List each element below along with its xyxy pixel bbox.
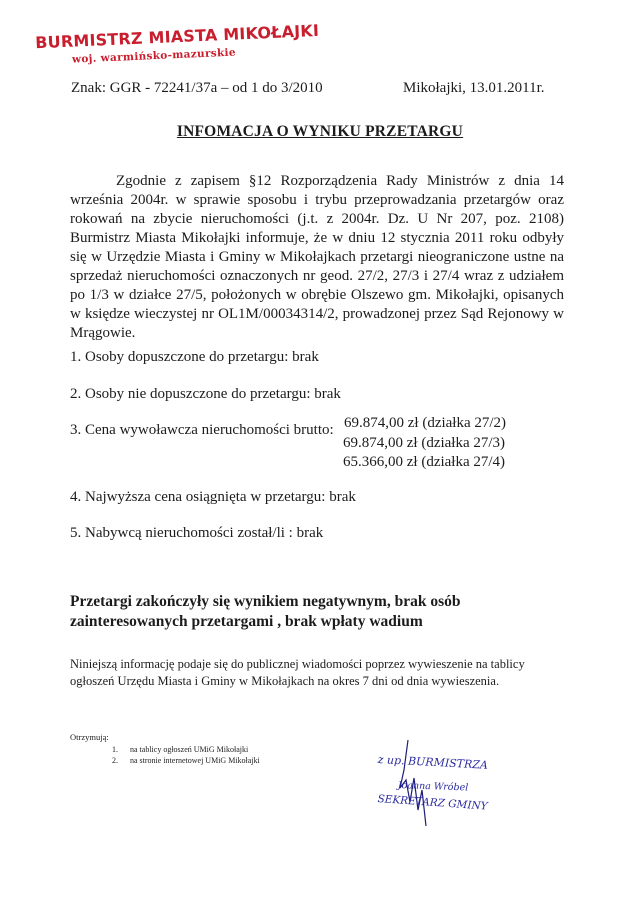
stamp-region: woj. warmińsko-mazurskie <box>71 46 237 66</box>
recipients-heading: Otrzymują: <box>70 732 109 742</box>
recipient-text: na stronie internetowej UMiG Mikołajki <box>130 756 260 765</box>
item-starting-price-label: 3. Cena wywoławcza nieruchomości brutto: <box>70 422 334 438</box>
signature-role: SEKRETARZ GMINY <box>377 793 488 813</box>
price-plot-27-3: 69.874,00 zł (działka 27/3) <box>343 435 506 451</box>
conclusion-line-2: zainteresowanych przetargami , brak wpłaty wadium <box>70 613 423 630</box>
recipient-number: 2. <box>112 756 118 765</box>
item-admitted: 1. Osoby dopuszczone do przetargu: brak <box>70 349 319 365</box>
document-place-date: Mikołajki, 13.01.2011r. <box>403 80 545 96</box>
recipient-item <box>112 745 260 754</box>
conclusion-note <box>70 592 460 632</box>
stamp-title: BURMISTRZ MIASTA MIKOŁAJKI <box>34 20 320 53</box>
price-plot-27-2: 69.874,00 zł (działka 27/2) <box>344 415 507 431</box>
recipient-item <box>112 756 260 765</box>
office-stamp <box>18 5 320 74</box>
document-reference: Znak: GGR - 72241/37a – od 1 do 3/2010 <box>71 80 323 96</box>
body-text: Zgodnie z zapisem §12 Rozporządzenia Rady Ministrów z dnia 14 września 2004r. w sprawie sposobu i trybu przeprowadzania przetargów oraz rokowań na zbycie nieruchomości (j.t. z 2004r. Dz. U Nr 207, poz. 2108) Burmistrz Miasta Mikołajki informuje, że w dniu 12 stycznia 2011 roku odbyły się w Urzędzie Miasta i Gminy w Mikołajkach przetargi nieograniczone ustne na sprzedaż nieruchomości oznaczonych nr geod. 27/2, 27/3 i 27/4 wraz z udziałem po 1/3 w działce 27/5, położonych w obrębie Olszewo gm. Mikołajki, opisanych w księdze wieczystej nr OL1M/00034314/2, prowadzonej przez Sąd Rejonowy w Mrągowie. <box>70 173 564 341</box>
signature-stamp <box>370 740 510 830</box>
item-buyer: 5. Nabywcą nieruchomości został/li : brak <box>70 525 324 541</box>
price-plot-27-4: 65.366,00 zł (działka 27/4) <box>343 454 506 470</box>
recipients-block <box>70 732 260 765</box>
signature-authority: z up. BURMISTRZA <box>377 753 489 772</box>
recipients-list <box>112 745 260 765</box>
body-paragraph <box>70 172 564 343</box>
item-not-admitted: 2. Osoby nie dopuszczone do przetargu: brak <box>70 386 341 402</box>
signature-name: Joanna Wróbel <box>397 780 469 794</box>
conclusion-line-1: Przetargi zakończyły się wynikiem negatywnym, brak osób <box>70 593 461 610</box>
publication-note: Niniejszą informację podaje się do publicznej wiadomości poprzez wywieszenie na tablicy ogłoszeń Urzędu Miasta i Gminy w Mikołajkach na okres 7 dni od dnia wywieszenia. <box>70 657 525 688</box>
document-title: INFOMACJA O WYNIKU PRZETARGU <box>176 123 464 140</box>
recipient-number: 1. <box>112 745 118 754</box>
recipient-text: na tablicy ogłoszeń UMiG Mikołajki <box>130 745 249 754</box>
item-highest-price: 4. Najwyższa cena osiągnięta w przetargu: brak <box>70 489 356 505</box>
